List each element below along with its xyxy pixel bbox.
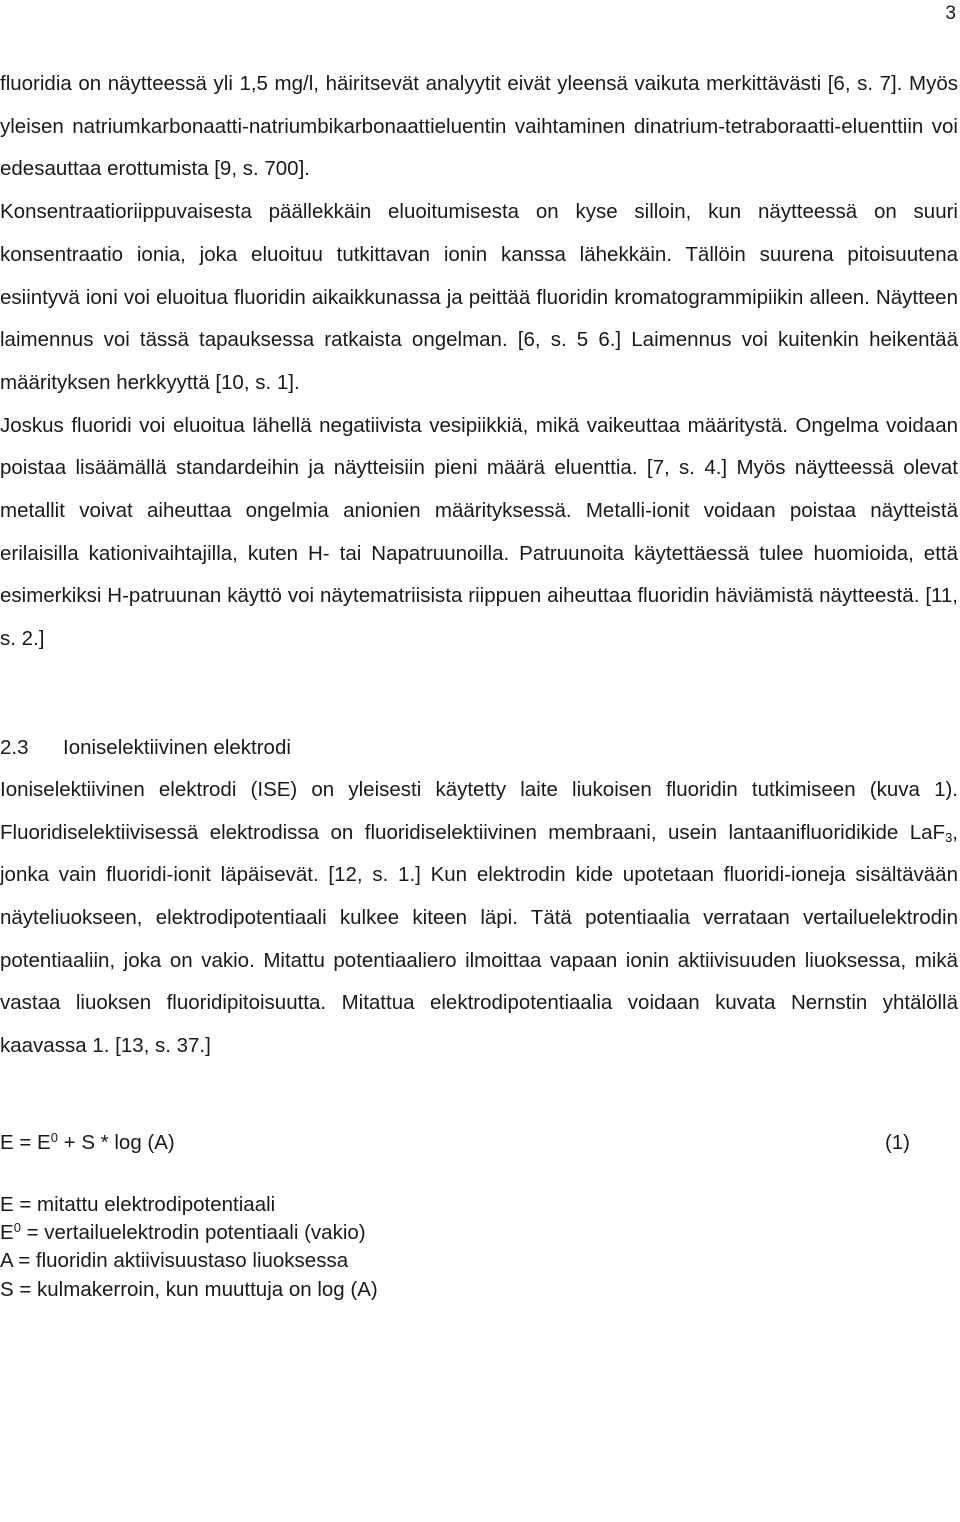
paragraph-ise-text-start: Ioniselektiivinen elektrodi (ISE) on yleisesti käytetty laite liukoisen fluoridin tutkimiseen (kuva 1). Fluoridiselektiivisessä elektrodissa on fluoridiselektiivinen membraani, usein lantaanifluoridikide LaF	[0, 777, 958, 844]
equation-definitions	[0, 1191, 958, 1304]
equation-expression	[0, 1122, 175, 1164]
laf3-subscript: 3	[945, 829, 953, 845]
nernst-equation	[0, 1122, 958, 1164]
section-heading	[0, 727, 958, 769]
page-number: 3	[945, 3, 956, 24]
equation-lhs: E = E	[0, 1130, 51, 1154]
definition-a: A = fluoridin aktiivisuustaso liuoksessa	[0, 1249, 349, 1273]
paragraph-water-peak-and-metals: Joskus fluoridi voi eluoitua lähellä negatiivista vesipiikkiä, mikä vaikeuttaa määritystä. Ongelma voidaan poistaa lisäämällä standardeihin ja näytteisiin pieni määrä eluenttia. [7, s. 4.] Myös näytteessä olevat metallit voivat aiheuttaa ongelmia anionien määrityksessä. Metalli-ionit voidaan poistaa näytteistä erilaisilla kationivaihtajilla, kuten H- tai Napatruunoilla. Patruunoita käytettäessä tulee huomioida, että esimerkiksi H-patruunan käyttö voi näytematriisista riippuen aiheuttaa fluoridin häviämistä näytteestä. [11, s. 2.]	[0, 413, 958, 651]
definition-e0-symbol: E	[0, 1221, 14, 1245]
definition-e: E = mitattu elektrodipotentiaali	[0, 1192, 276, 1216]
definition-e0	[0, 1219, 958, 1247]
definition-e0-text: = vertailuelektrodin potentiaali (vakio)	[20, 1221, 366, 1245]
section-title: Ioniselektiivinen elektrodi	[63, 735, 291, 759]
document-body	[0, 63, 958, 1304]
paragraph-ise-text-end: , jonka vain fluoridi-ionit läpäisevät. [12, s. 1.] Kun elektrodin kide upotetaan fluoridi-ioneja sisältävään näyteliuokseen, elektrodipotentiaali kulkee kiteen läpi. Tätä potentiaalia verrataan vertailuelektrodin potentiaaliin, joka on vakio. Mitattu potentiaaliero ilmoittaa vapaan ionin aktiivisuuden liuoksessa, mikä vastaa liuoksen fluoridipitoisuutta. Mitattua elektrodipotentiaalia voidaan kuvata Nernstin yhtälöllä kaavassa 1. [13, s. 37.]	[0, 820, 958, 1058]
paragraph-ion-selective-electrode	[0, 769, 958, 1068]
paragraph-concentration-dependent-elution: Konsentraatioriippuvaisesta päällekkäin eluoitumisesta on kyse silloin, kun näytteessä on suuri konsentraatio ionia, joka eluoituu tutkittavan ionin kanssa lähekkäin. Tällöin suurena pitoisuutena esiintyvä ioni voi eluoitua fluoridin aikaikkunassa ja peittää fluoridin kromatogrammipiikin alleen. Näytteen laimennus voi tässä tapauksessa ratkaista ongelman. [6, s. 5 6.] Laimennus voi kuitenkin heikentää määrityksen herkkyyttä [10, s. 1].	[0, 200, 958, 394]
equation-label: (1)	[884, 1130, 910, 1154]
definition-e0-superscript: 0	[13, 1220, 21, 1236]
equation-superscript: 0	[50, 1129, 58, 1145]
section-number: 2.3	[0, 735, 29, 759]
equation-rhs: + S * log (A)	[57, 1130, 175, 1154]
definition-s: S = kulmakerroin, kun muuttuja on log (A)	[0, 1277, 378, 1301]
paragraph-fluoride-interference: fluoridia on näytteessä yli 1,5 mg/l, häiritsevät analyytit eivät yleensä vaikuta merkittävästi [6, s. 7]. Myös yleisen natriumkarbonaatti-natriumbikarbonaattieluentin vaihtaminen dinatrium-tetraboraatti-eluenttiin voi edesauttaa erottumista [9, s. 700].	[0, 72, 958, 181]
